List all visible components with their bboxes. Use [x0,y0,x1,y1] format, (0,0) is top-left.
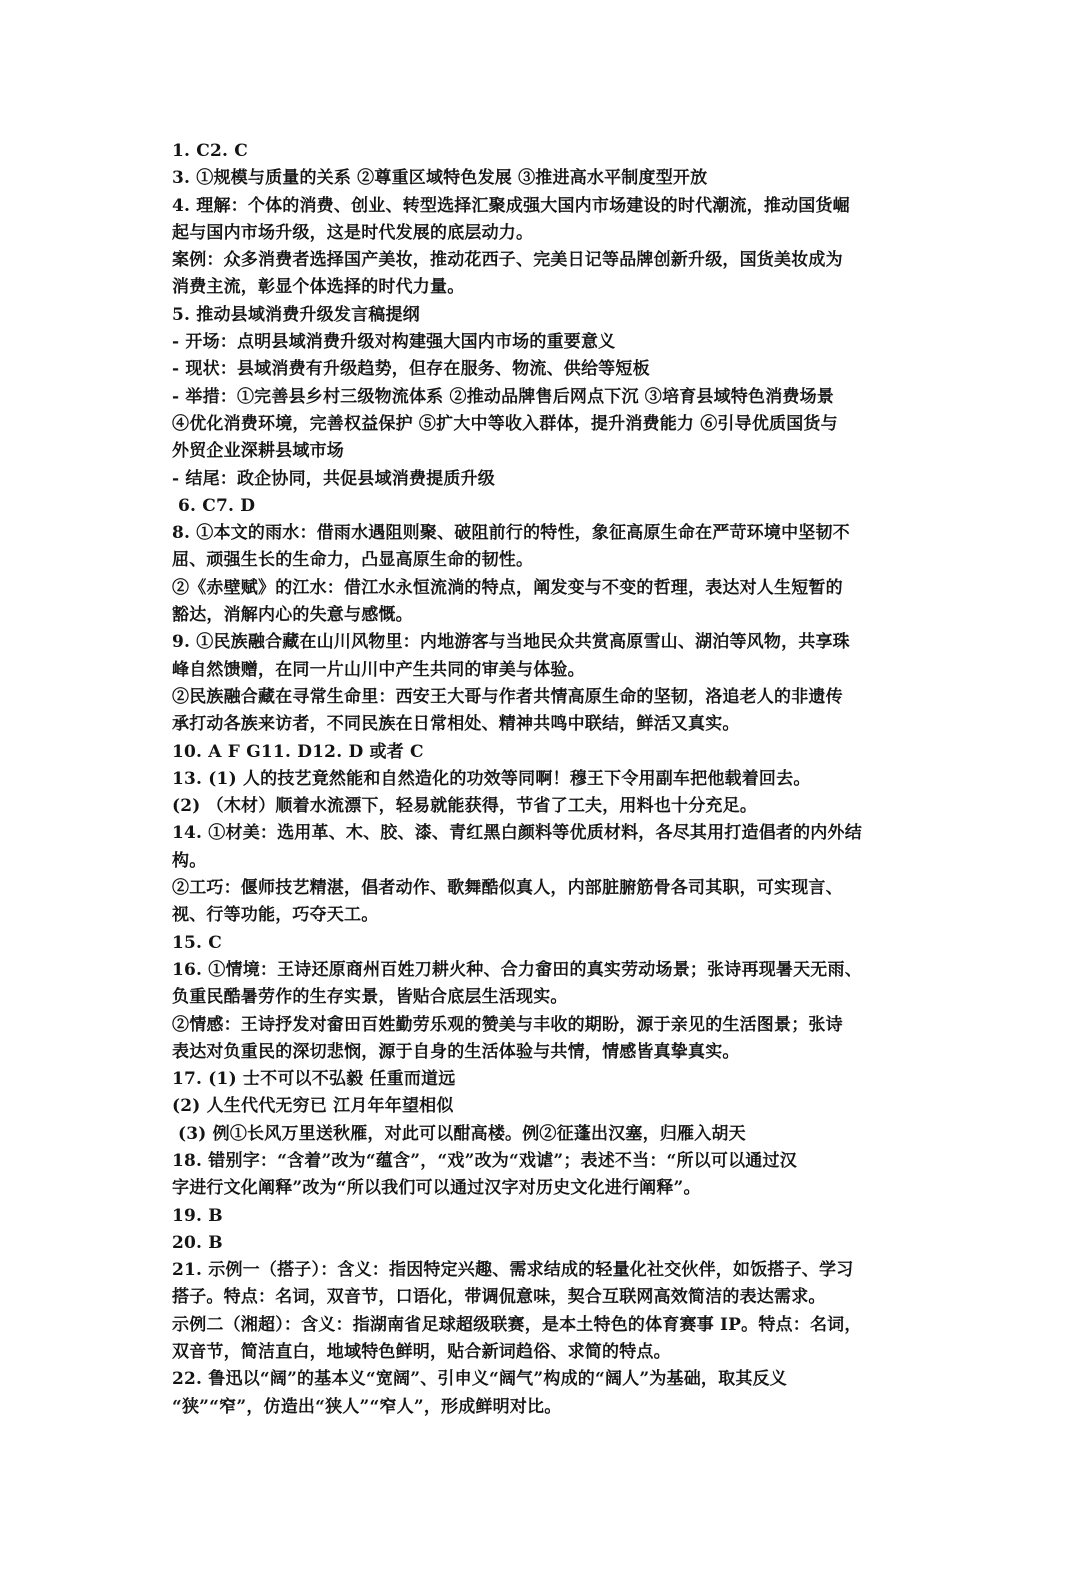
answer-line: 3. ①规模与质量的关系 ②尊重区域特色发展 ③推进高水平制度型开放 [172,168,708,189]
answer-line: 外贸企业深耕县域市场 [172,441,344,462]
answer-line: 豁达，消解内心的失意与感慨。 [172,605,413,626]
answer-line: 起与国内市场升级，这是时代发展的底层动力。 [172,222,534,243]
answer-line: 峰自然馈赠，在同一片山川中产生共同的审美与体验。 [172,659,585,680]
answer-line: 示例二（湘超）：含义：指湖南省足球超级联赛，是本土特色的体育赛事 IP。特点：名词， [172,1314,862,1335]
answer-line: 表达对负重民的深切悲悯，源于自身的生活体验与共情，情感皆真挚真实。 [172,1041,740,1062]
answer-line: ②民族融合藏在寻常生命里：西安王大哥与作者共情高原生命的坚韧，洛追老人的非遗传 [172,686,843,707]
answer-line: - 结尾：政企协同，共促县域消费提质升级 [172,468,495,489]
answer-line: 消费主流，彰显个体选择的时代力量。 [172,277,465,298]
answer-line: 承打动各族来访者，不同民族在日常相处、精神共鸣中联结，鲜活又真实。 [172,714,740,735]
answer-key-text [172,138,912,1421]
answer-line: 案例：众多消费者选择国产美妆，推动花西子、完美日记等品牌创新升级，国货美妆成为 [172,250,843,271]
answer-line: 13. (1) 人的技艺竟然能和自然造化的功效等同啊！穆王下令用副车把他载着回去。 [172,768,811,789]
answer-line: 22. 鲁迅以“阔”的基本义“宽阔”、引申义“阔气”构成的“阔人”为基础，取其反义 [172,1369,787,1390]
answer-line: 负重民酷暑劳作的生存实景，皆贴合底层生活现实。 [172,987,568,1008]
answer-line: 视、行等功能，巧夺天工。 [172,905,379,926]
answer-line: - 举措：①完善县乡村三级物流体系 ②推动品牌售后网点下沉 ③培育县域特色消费场景 [172,386,835,407]
answer-line: 17. (1) 士不可以不弘毅 任重而道远 [172,1069,456,1090]
answer-line: 20. B [172,1232,223,1253]
answer-line: 16. ①情境：王诗还原商州百姓刀耕火种、合力畲田的真实劳动场景；张诗再现暑天无雨、 [172,959,862,980]
answer-line: 搭子。特点：名词，双音节，口语化，带调侃意味，契合互联网高效简洁的表达需求。 [172,1287,826,1308]
answer-line: ②《赤壁赋》的江水：借江水永恒流淌的特点，阐发变与不变的哲理，表达对人生短暂的 [172,577,843,598]
answer-line: “狭”“窄”，仿造出“狭人”“窄人”，形成鲜明对比。 [172,1396,562,1417]
answer-line: ④优化消费环境，完善权益保护 ⑤扩大中等收入群体，提升消费能力 ⑥引导优质国货与 [172,413,838,434]
answer-line: 双音节，简洁直白，地域特色鲜明，贴合新词趋俗、求简的特点。 [172,1342,671,1363]
answer-line: 10. A F G11. D12. D 或者 C [172,741,424,762]
answer-line: 8. ①本文的雨水：借雨水遇阻则聚、破阻前行的特性，象征高原生命在严苛环境中坚韧不 [172,523,850,544]
answer-line: 字进行文化阐释”改为“所以我们可以通过汉字对历史文化进行阐释”。 [172,1178,701,1199]
answer-line: 18. 错别字：“含着”改为“蕴含”，“戏”改为“戏谑”；表述不当：“所以可以通过汉 [172,1150,797,1171]
answer-line: 15. C [172,932,223,953]
answer-line: ②工巧：偃师技艺精湛，倡者动作、歌舞酷似真人，内部脏腑筋骨各司其职，可实现言、 [172,878,843,899]
answer-line: 19. B [172,1205,223,1226]
answer-line: - 现状：县域消费有升级趋势，但存在服务、物流、供给等短板 [172,359,650,380]
answer-line: 9. ①民族融合藏在山川风物里：内地游客与当地民众共赏高原雪山、湖泊等风物，共享珠 [172,632,850,653]
answer-line: 屈、顽强生长的生命力，凸显高原生命的韧性。 [172,550,534,571]
answer-line: 1. C2. C [172,141,248,161]
answer-line: 6. C7. D [178,495,256,516]
answer-line: 4. 理解：个体的消费、创业、转型选择汇聚成强大国内市场建设的时代潮流，推动国货崛 [172,195,850,216]
answer-line: (3) 例①长风万里送秋雁，对此可以酣高楼。例②征蓬出汉塞，归雁入胡天 [178,1123,746,1144]
answer-line: (2) （木材）顺着水流漂下，轻易就能获得，节省了工夫，用料也十分充足。 [172,796,758,817]
answer-line: - 开场：点明县域消费升级对构建强大国内市场的重要意义 [172,332,616,353]
answer-line: 14. ①材美：选用革、木、胶、漆、青红黑白颜料等优质材料，各尽其用打造倡者的内外结 [172,823,862,844]
answer-line: 5. 推动县域消费升级发言稿提纲 [172,304,420,325]
answer-line: ②情感：王诗抒发对畲田百姓勤劳乐观的赞美与丰收的期盼，源于亲见的生活图景；张诗 [172,1014,843,1035]
answer-line: 21. 示例一（搭子）：含义：指因特定兴趣、需求结成的轻量化社交伙伴，如饭搭子、学习 [172,1260,854,1281]
answer-line: 构。 [172,850,207,871]
answer-line: (2) 人生代代无穷已 江月年年望相似 [172,1096,454,1117]
